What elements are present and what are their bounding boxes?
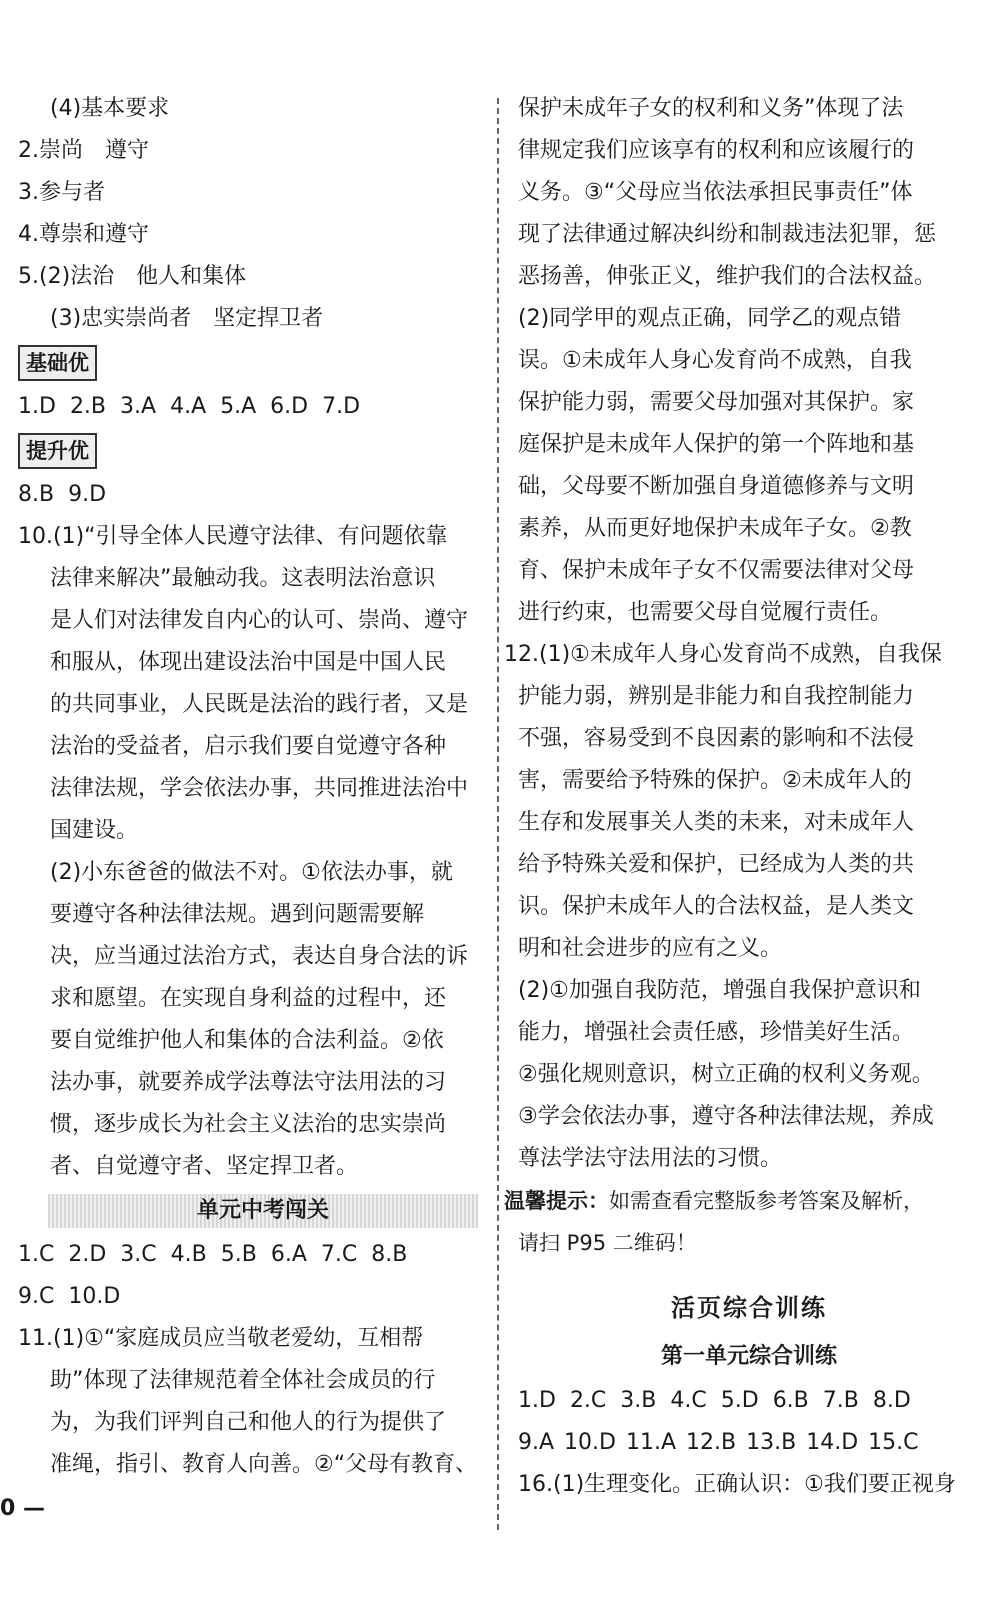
answer-line: (4)基本要求 xyxy=(50,96,170,121)
page-number: 0 — xyxy=(0,1496,45,1521)
answer-row: 1.D 2.C 3.B 4.C 5.D 6.B 7.B 8.D xyxy=(518,1388,911,1413)
answer-line: 2.崇尚 遵守 xyxy=(18,138,149,163)
right-column xyxy=(504,88,980,1506)
answer-row: 9.A 10.D 11.A 12.B 13.B 14.D 15.C xyxy=(518,1430,919,1455)
left-column xyxy=(18,88,480,1486)
column-divider xyxy=(497,98,499,1530)
tip-note: 温馨提示：如需查看完整版参考答案及解析， xyxy=(504,1189,924,1213)
answer-line: 3.参与者 xyxy=(18,180,105,205)
question-12: 12.(1)①未成年人身心发育尚不成熟，自我保 护能力弱，辨别是非能力和自我控制能力 不强，容易受到不良因素的影响和不法侵 害，需要给予特殊的保护。②未成年人的 生存和发展事关人类的未来，对未成年人 给予特殊关爱和保护，已经成为人类的共 识。保护未成年人的合法权益，是人类文 明和社会进步的应有之义。 (2)①加强自我防范，增强自我保护意识和 能力，增强社会责任感，珍惜美好生活。 ②强化规则意识，树立正确的权利义务观。 ③学会依法办事，遵守各种法律法规，养成 尊法学法守法用法的习惯。 xyxy=(504,642,942,1171)
answer-row: 1.D 2.B 3.A 4.A 5.A 6.D 7.D xyxy=(18,394,361,419)
answer-line: 5.(2)法治 他人和集体 xyxy=(18,264,247,289)
tip-note-line2: 请扫 P95 二维码！ xyxy=(518,1231,697,1255)
question-10: 10.(1)“引导全体人民遵守法律、有问题依靠 法律来解决”最触动我。这表明法治意识 是人们对法律发自内心的认可、崇尚、遵守 和服从，体现出建设法治中国是中国人民 的共同事业，人民既是法治的践行者，又是 法治的受益者，启示我们要自觉遵守各种 法律法规，学会依法办事，共同推进法治中 国建设。 (2)小东爸爸的做法不对。①依法办事，就 要遵守各种法律法规。遇到问题需要解 决，应当通过法治方式，表达自身合法的诉 求和愿望。在实现自身利益的过程中，还 要自觉维护他人和集体的合法利益。②依 法办事，就要养成学法尊法守法用法的习 惯，逐步成长为社会主义法治的忠实崇尚 者、自觉遵守者、坚定捍卫者。 xyxy=(18,524,469,1179)
question-11: 11.(1)①“家庭成员应当敬老爱幼，互相帮 助”体现了法律规范着全体社会成员的行 为，为我们评判自己和他人的行为提供了 准绳，指引、教育人向善。②“父母有教育、 xyxy=(18,1326,478,1477)
answer-row: 1.C 2.D 3.C 4.B 5.B 6.A 7.C 8.B xyxy=(18,1242,408,1267)
answer-line: 4.尊崇和遵守 xyxy=(18,222,149,247)
question-11-continued: 保护未成年子女的权利和义务”体现了法 律规定我们应该享有的权利和应该履行的 义务。③“父母应当依法承担民事责任”体 现了法律通过解决纠纷和制裁违法犯罪，惩 恶扬善，伸张正义，维护我们的合法权益。 (2)同学甲的观点正确，同学乙的观点错 误。①未成年人身心发育尚不成熟，自我 保护能力弱，需要父母加强对其保护。家 庭保护是未成年人保护的第一个阵地和基 础，父母要不断加强自身道德修养与文明 素养，从而更好地保护未成年子女。②教 育、保护未成年子女不仅需要法律对父母 进行约束，也需要父母自觉履行责任。 xyxy=(518,96,937,625)
section-tag-basic: 基础优 xyxy=(18,340,480,386)
unit-exam-banner: 单元中考闯关 xyxy=(48,1194,478,1228)
answer-row: 8.B 9.D xyxy=(18,482,107,507)
answer-row: 9.C 10.D xyxy=(18,1284,121,1309)
section-tag-advanced: 提升优 xyxy=(18,428,480,474)
section-title: 活页综合训练 xyxy=(671,1294,827,1322)
unit-title: 第一单元综合训练 xyxy=(660,1344,837,1369)
question-16: 16.(1)生理变化。正确认识：①我们要正视身 xyxy=(518,1472,956,1497)
answer-line: (3)忠实崇尚者 坚定捍卫者 xyxy=(50,306,324,331)
